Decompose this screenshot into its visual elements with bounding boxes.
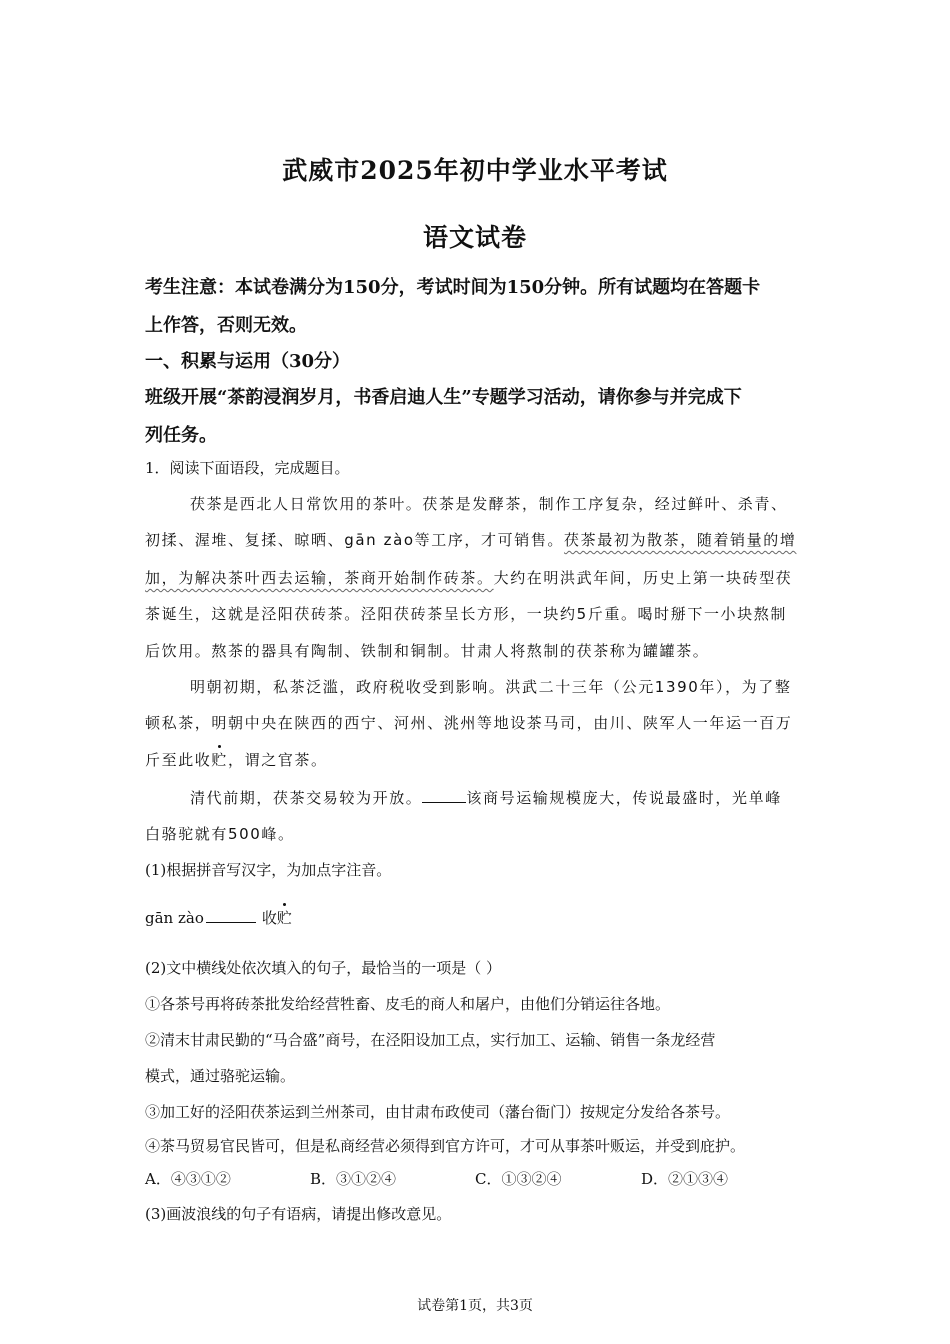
dotted-character: 贮 [276,909,292,927]
passage-text: ，谓之官茶。 [228,751,328,769]
passage-line [145,529,796,550]
exam-title: 武威市2025年初中学业水平考试 [282,156,668,185]
choice-b[interactable]: B．③①②④ [310,1170,397,1188]
page-footer: 试卷第1页，共3页 [417,1298,533,1314]
passage-text: 斤至此收 [145,751,212,769]
section-intro-1: 班级开展“茶韵浸润岁月，书香启迪人生”专题学习活动，请你参与并完成下 [145,387,742,408]
dotted-character: 贮 [211,751,229,769]
pinyin-text: gān zào [145,909,204,927]
passage-line: 明朝初期，私茶泛滥，政府税收受到影响。洪武二十三年（公元1390年），为了整 [190,678,792,696]
passage-text: 清代前期，茯茶交易较为开放。 [190,789,423,807]
wavy-underlined-sentence: 茯茶最初为散茶，随着销量的增 [564,531,797,549]
choice-c[interactable]: C．①③②④ [475,1170,562,1188]
question-1-stem: 1．阅读下面语段，完成题目。 [145,459,350,477]
choice-a[interactable]: A．④③①② [145,1170,231,1188]
answer-blank[interactable] [206,908,256,923]
passage-line [145,567,792,588]
word-text: 收 [261,909,277,927]
exam-subtitle: 语文试卷 [422,223,527,252]
passage-line: 顿私茶，明朝中央在陕西的西宁、河州、洮州等地设茶马司，由川、陕军人一年运一百万 [145,714,793,732]
passage-line: 茯茶是西北人日常饮用的茶叶。茯茶是发酵茶，制作工序复杂，经过鲜叶、杀青、 [190,495,788,513]
choice-d[interactable]: D．②①③④ [641,1170,729,1188]
passage-text: 初揉、渥堆、复揉、晾晒、gān zào等工序，才可销售。 [145,531,565,549]
passage-line: 白骆驼就有500峰。 [145,825,295,843]
sub-question-2-prompt: (2)文中横线处依次填入的句子，最恰当的一项是（ ） [145,959,502,977]
passage-text: 该商号运输规模庞大，传说最盛时，光单峰 [466,789,782,807]
passage-line: 后饮用。熬茶的器具有陶制、铁制和铜制。甘肃人将熬制的茯茶称为罐罐茶。 [145,642,710,660]
section-heading: 一、积累与运用（30分） [145,351,351,372]
passage-line [145,749,328,770]
sentence-option: ③加工好的泾阳茯茶运到兰州茶司，由甘肃布政使司（藩台衙门）按规定分发给各茶号。 [145,1103,731,1121]
section-intro-2: 列任务。 [145,425,217,446]
sentence-option: ④茶马贸易官民皆可，但是私商经营必须得到官方许可，才可从事茶叶贩运，并受到庇护。 [145,1137,746,1155]
sub-question-3-prompt: (3)画波浪线的句子有语病，请提出修改意见。 [145,1205,452,1223]
notice-line-2: 上作答，否则无效。 [145,315,307,336]
fill-blank [422,788,466,803]
sub-question-1-prompt: (1)根据拼音写汉字，为加点字注音。 [145,861,392,879]
sub-question-1-items [145,907,292,928]
sentence-option-continued: 模式，通过骆驼运输。 [145,1067,296,1085]
passage-line [190,787,782,808]
passage-line: 茶诞生，这就是泾阳茯砖茶。泾阳茯砖茶呈长方形，一块约5斤重。喝时掰下一小块熬制 [145,605,787,623]
passage-text: 大约在明洪武年间，历史上第一块砖型茯 [493,569,793,587]
sentence-option: ②清末甘肃民勤的“马合盛”商号，在泾阳设加工点，实行加工、运输、销售一条龙经营 [145,1031,716,1049]
notice-line-1: 考生注意：本试卷满分为150分，考试时间为150分钟。所有试题均在答题卡 [145,277,761,298]
sentence-option: ①各茶号再将砖茶批发给经营牲畜、皮毛的商人和屠户，由他们分销运往各地。 [145,995,671,1013]
wavy-underlined-sentence: 加，为解决茶叶西去运输，茶商开始制作砖茶。 [145,569,494,587]
